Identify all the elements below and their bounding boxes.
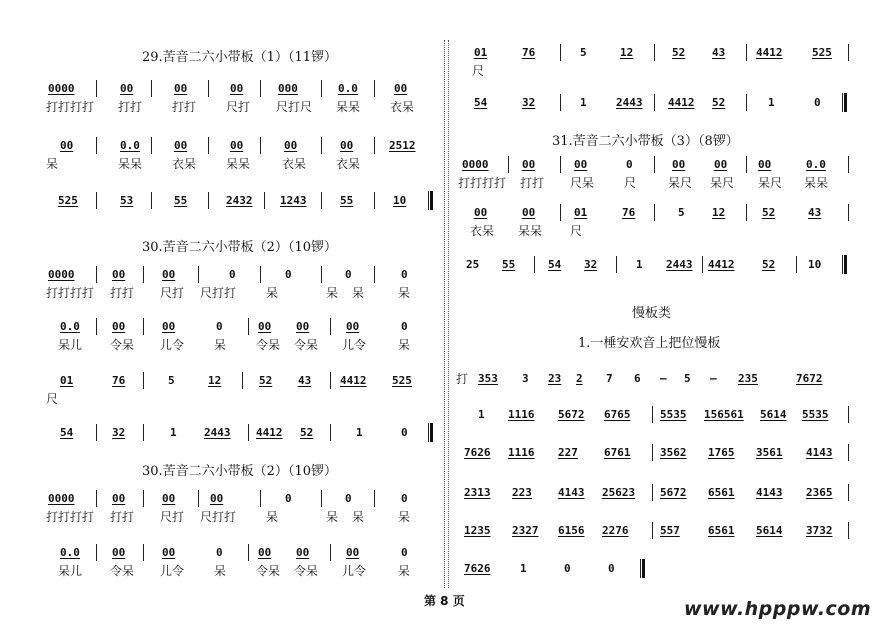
score-row [40,320,440,350]
score-row [456,96,868,126]
lyric: 呆 [266,286,279,300]
note-group: 6561 [708,524,735,537]
note-group: 01 [474,46,488,59]
lyric: 尺呆 [570,176,595,190]
lyric: 尺打尺 [276,100,313,114]
note-group: 52 [672,46,686,59]
lyric: 呆 [46,157,59,171]
score-row [456,486,868,516]
note-group: 0 [814,96,821,109]
score-row [40,139,440,169]
lyric: 打打 [110,510,135,524]
lyric: 呆 [352,286,365,300]
lyric: 尺打打 [200,510,237,524]
score-row [40,194,440,224]
lyric: 打打 [118,100,143,114]
note-group: 54 [474,96,488,109]
note-group: 0.0 [60,320,80,333]
note-group: 235 [738,372,758,385]
score-row [40,426,440,456]
note-group: 0 [401,492,408,505]
lyric: 呆呆 [336,100,361,114]
note-group: 5 [684,372,691,385]
note-group: 1116 [508,446,535,459]
note-group: 00 [340,139,354,152]
note-group: 0 [401,426,408,439]
lyric: 呆尺 [668,176,693,190]
note-group: 223 [512,486,532,499]
watermark-logo: www.hpppw.com [684,598,872,620]
note-group: 00 [112,546,126,559]
note-group: 3732 [806,524,833,537]
note-group: 0000 [48,82,75,95]
note-group: 1 [580,96,587,109]
note-group: 00 [296,546,310,559]
lyric: 呆呆 [118,157,143,171]
lyric: 衣呆 [172,157,197,171]
note-group: 00 [162,546,176,559]
note-group: 4412 [708,258,735,271]
note-group: 00 [258,320,272,333]
note-group: 0000 [48,268,75,281]
category-title: 慢板类 [632,306,672,321]
note-group: 5 [168,374,175,387]
note-group: 1765 [708,446,735,459]
lyric: 尺打 [226,100,251,114]
lyric: 儿令 [342,338,367,352]
score-row [456,562,868,592]
note-group: 5672 [558,408,585,421]
column-divider [444,40,449,588]
lyric: 令呆 [294,564,319,578]
note-group: 5672 [660,486,687,499]
note-group: 10 [808,258,822,271]
note-group: 00 [284,139,298,152]
lyric: 尺 [570,224,583,238]
note-group: 0 [626,158,633,171]
note-group: 00 [230,82,244,95]
note-group: 54 [548,258,562,271]
lyric: 令呆 [110,564,135,578]
note-group: 6561 [708,486,735,499]
note-group: 5535 [660,408,687,421]
lyric: 令呆 [256,564,281,578]
note-group: 3561 [756,446,783,459]
note-group: 1 [768,96,775,109]
lyric: 尺 [472,64,485,78]
note-group: 0 [608,562,615,575]
note-group: 00 [346,546,360,559]
note-group: 227 [558,446,578,459]
note-group: – [710,372,717,385]
note-group: 0 [285,492,292,505]
note-group: 43 [808,206,822,219]
note-group: 01 [60,374,74,387]
page-number: 第 8 页 [424,594,465,608]
note-group: 00 [672,158,686,171]
note-group: 55 [340,194,354,207]
lyric: 呆儿 [58,564,83,578]
lyric: 呆 [398,564,411,578]
lyric: 令呆 [294,338,319,352]
note-group: 53 [120,194,134,207]
lyric: 尺打打 [200,286,237,300]
lyric: 呆 [326,510,339,524]
note-group: 5 [678,206,685,219]
note-group: 3562 [660,446,687,459]
score-row [456,258,868,288]
lyric: 令呆 [110,338,135,352]
note-group: 00 [112,492,126,505]
note-group: 1 [636,258,643,271]
note-group: 6156 [558,524,585,537]
lyric: 打打 [110,286,135,300]
note-group: 3 [522,372,529,385]
note-group: 12 [620,46,634,59]
note-group: 00 [162,268,176,281]
lyric: 儿令 [160,564,185,578]
lyric: 衣呆 [390,100,415,114]
note-group: 00 [714,158,728,171]
note-group: 000 [278,82,298,95]
note-group: 1243 [280,194,307,207]
score-row [40,374,440,404]
note-group: 00 [230,139,244,152]
score-row [456,446,868,476]
note-group: 525 [58,194,78,207]
lead-text: 打 [456,372,469,386]
note-group: 1 [478,408,485,421]
score-row [40,268,440,298]
note-group: 00 [174,82,188,95]
lyric: 呆 [214,338,227,352]
note-group: 12 [712,206,726,219]
note-group: 0 [401,268,408,281]
note-group: 4412 [340,374,367,387]
note-group: 00 [162,320,176,333]
note-group: 0 [216,320,223,333]
note-group: 557 [660,524,680,537]
note-group: 525 [392,374,412,387]
lyric: 呆尺 [758,176,783,190]
note-group: 00 [120,82,134,95]
note-group: 0 [345,492,352,505]
note-group: 55 [174,194,188,207]
note-group: 2443 [616,96,643,109]
note-group: 00 [574,158,588,171]
lyric: 呆 [326,286,339,300]
note-group: 0 [345,268,352,281]
score-row [456,372,868,402]
note-group: 0 [229,268,236,281]
lyric: 衣呆 [282,157,307,171]
lyric: 尺 [624,176,637,190]
lyric: 呆呆 [226,157,251,171]
note-group: 54 [60,426,74,439]
note-group: 2365 [806,486,833,499]
note-group: 0 [216,546,223,559]
note-group: 76 [522,46,536,59]
score-row [456,46,868,76]
note-group: 00 [522,206,536,219]
score-row [456,158,868,188]
note-group: 52 [762,258,776,271]
lyric: 呆呆 [804,176,829,190]
note-group: 2443 [204,426,231,439]
note-group: 32 [522,96,536,109]
lyric: 呆 [352,510,365,524]
note-group: 32 [112,426,126,439]
note-group: 25 [466,258,480,271]
lyric: 呆 [266,510,279,524]
score-row [456,524,868,554]
lyric: 打打 [520,176,545,190]
note-group: 6761 [604,446,631,459]
note-group: 00 [296,320,310,333]
note-group: 4143 [806,446,833,459]
note-group: 43 [712,46,726,59]
note-group: 6 [634,372,641,385]
note-group: 00 [112,320,126,333]
note-group: 55 [502,258,516,271]
note-group: 5535 [802,408,829,421]
note-group: 52 [762,206,776,219]
note-group: 00 [258,546,272,559]
note-group: 00 [112,268,126,281]
lyric: 尺打 [160,510,185,524]
note-group: 1 [520,562,527,575]
note-group: 2313 [464,486,491,499]
lyric: 儿令 [160,338,185,352]
note-group: 5614 [760,408,787,421]
note-group: 2327 [512,524,539,537]
note-group: 00 [758,158,772,171]
note-group: 00 [60,139,74,152]
lyric: 呆呆 [518,224,543,238]
note-group: 6765 [604,408,631,421]
lyric: 打打 [172,100,197,114]
lyric: 打打打打 [46,100,95,114]
score-row [456,408,868,438]
note-group: 0.0 [806,158,826,171]
note-group: 5614 [756,524,783,537]
section-title-30b: 30.苦音二六小带板（2）（10锣） [142,464,337,479]
lyric: 令呆 [256,338,281,352]
note-group: 7 [606,372,613,385]
lyric: 衣呆 [336,157,361,171]
note-group: 353 [478,372,498,385]
lyric: 呆 [398,510,411,524]
note-group: 4143 [558,486,585,499]
score-row [40,546,440,576]
section-title-30: 30.苦音二六小带板（2）（10锣） [142,240,337,255]
lyric: 打打打打 [46,510,95,524]
score-row [40,492,440,522]
note-group: 2512 [389,139,416,152]
lyric: 呆尺 [710,176,735,190]
note-group: 00 [346,320,360,333]
note-group: 1235 [464,524,491,537]
lyric: 呆 [398,338,411,352]
note-group: 525 [812,46,832,59]
lyric: 打打打打 [458,176,507,190]
note-group: 00 [210,492,224,505]
lyric: 尺 [46,392,59,406]
lyric: 呆儿 [58,338,83,352]
lyric: 打打打打 [46,286,95,300]
note-group: 7626 [464,446,491,459]
note-group: 0 [401,320,408,333]
note-group: 00 [474,206,488,219]
note-group: 0 [564,562,571,575]
note-group: 4412 [256,426,283,439]
note-group: 0.0 [120,139,140,152]
note-group: 01 [574,206,588,219]
score-row [456,206,868,236]
note-group: 00 [162,492,176,505]
note-group: – [660,372,667,385]
section-title-29: 29.苦音二六小带板（1）（11锣） [142,50,337,65]
lyric: 衣呆 [470,224,495,238]
note-group: 25623 [602,486,636,499]
note-group: 43 [298,374,312,387]
lyric: 呆 [214,564,227,578]
note-group: 4412 [668,96,695,109]
note-group: 0000 [462,158,489,171]
note-group: 52 [300,426,314,439]
note-group: 4412 [756,46,783,59]
note-group: 7626 [464,562,491,575]
note-group: 10 [393,194,407,207]
note-group: 1 [356,426,363,439]
note-group: 0.0 [60,546,80,559]
note-group: 2432 [226,194,253,207]
note-group: 2 [576,372,583,385]
lyric: 尺打 [160,286,185,300]
note-group: 32 [584,258,598,271]
note-group: 7672 [796,372,823,385]
note-group: 12 [208,374,222,387]
note-group: 0 [401,546,408,559]
note-group: 1116 [508,408,535,421]
note-group: 0 [285,268,292,281]
note-group: 52 [712,96,726,109]
note-group: 2443 [666,258,693,271]
lyric: 儿令 [342,564,367,578]
note-group: 76 [622,206,636,219]
note-group: 156561 [704,408,744,421]
note-group: 23 [548,372,562,385]
note-group: 00 [174,139,188,152]
note-group: 76 [112,374,126,387]
note-group: 52 [259,374,273,387]
note-group: 00 [394,82,408,95]
note-group: 0.0 [338,82,358,95]
score-row [40,82,440,112]
note-group: 00 [522,158,536,171]
note-group: 2276 [602,524,629,537]
note-group: 0000 [48,492,75,505]
section-title-manban-1: 1.一棰安欢音上把位慢板 [578,336,721,351]
note-group: 4143 [756,486,783,499]
section-title-31: 31.苦音二六小带板（3）（8锣） [552,134,739,149]
note-group: 1 [170,426,177,439]
lyric: 呆 [398,286,411,300]
note-group: 5 [580,46,587,59]
